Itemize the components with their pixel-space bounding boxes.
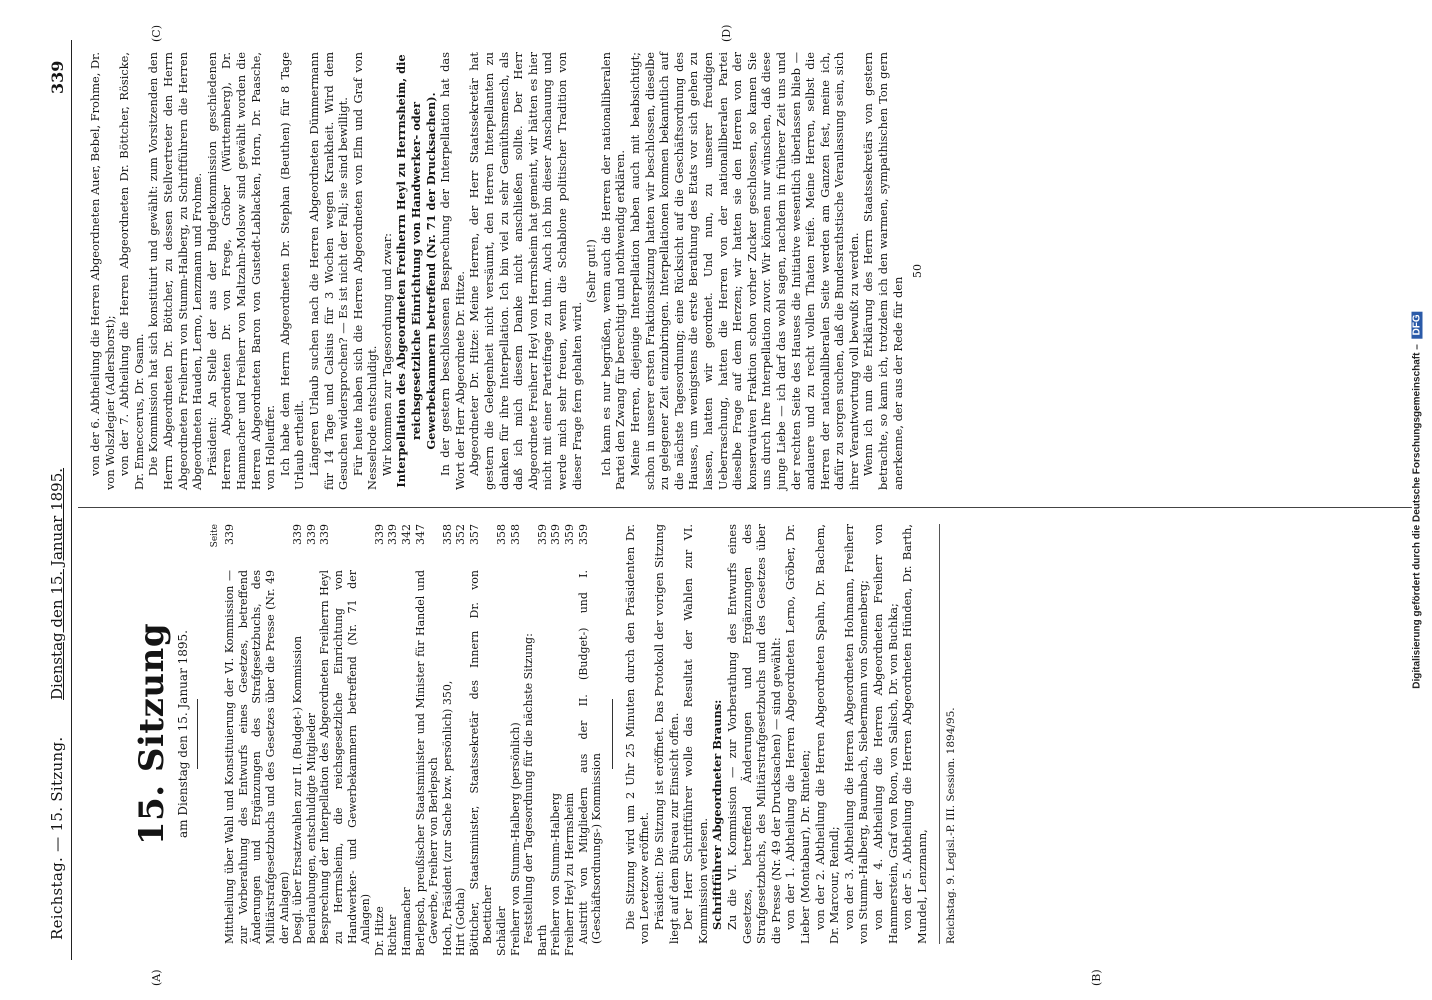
session-date: am Dienstag den 15. Januar 1895. [176,630,190,838]
paragraph: von der 5. Abtheilung die Herren Abgeordneten Hünden, Dr. Barth, Mundel, Lenzmann, [900,524,929,944]
toc-page: 342 [399,524,413,545]
toc-text: Berlepsch, preußischer Staatsminister und Minister für Handel und Gewerbe, Freiherr von Berlepsch [413,570,441,956]
table-of-contents [223,524,604,956]
running-title: Reichstag. — 15. Sitzung. [48,736,66,940]
toc-text: Besprechung der Interpellation des Abgeordneten Freiherrn Heyl zu Herrnsheim, die reichsgesetzliche Einrichtung von Handwerker- und Gewerbekammern betreffend (Nr. 71 der Anlagen) [318,570,373,944]
toc-row [577,524,604,944]
toc-row [386,524,400,944]
toc-text: Freiherr von Stumm-Halberg (persönlich) [508,722,522,956]
toc-text: Mittheilung über Wahl und Konstituierung der VI. Kommission — zur Vorberathung des Entwurfs eines Gesetzes, betreffend Änderungen und Ergänzungen des Strafgesetzbuchs, des Militärstrafgesetzbuchs und des Gesetzes über die Presse (Nr. 49 der Anlagen) [223,570,291,944]
toc-text: Austritt von Mitgliedern aus der II. (Budget-) und I. (Geschäftsordnungs-) Kommission [576,570,604,944]
toc-page: 359 [535,524,549,545]
toc-page: 358 [495,524,509,545]
toc-page: 339 [304,524,318,545]
toc-page: 339 [291,524,305,545]
marker-a: (A) [150,969,163,986]
toc-text: Freiherr Heyl zu Herrnsheim [563,792,577,956]
left-column [88,524,959,956]
toc-row [549,524,563,944]
toc-text: Barth [535,924,549,956]
paragraph: Der Herr Schriftführer wolle das Resultat der Wahlen zur VI. Kommission verlesen. [681,524,710,944]
header-rule [71,40,72,960]
toc-row [223,524,291,944]
paragraph: von der 3. Abtheilung die Herren Abgeordneten Hohmann, Freiherr von Stumm-Halberg, Baumbach, Siebermann von Sonnenberg; [841,524,871,944]
right-column [88,52,926,490]
toc-page: 347 [413,524,427,545]
toc-text: Hammacher [399,887,413,956]
toc-row [305,524,319,944]
paragraph: Präsident: Die Sitzung ist eröffnet. Das Protokoll der vorigen Sitzung liegt auf dem Büreau zur Einsicht offen. [652,524,681,944]
toc-page: 357 [467,524,481,545]
toc-text: Desgl. über Ersatzwahlen zur II. (Budget-) Kommission [291,635,305,944]
paragraph: Wir kommen zur Tagesordnung und zwar: [379,233,394,476]
toc-page: 339 [223,524,237,545]
toc-text: Bötticher, Staatsminister, Staatssekretär des Innern Dr. von Boetticher [467,570,495,956]
toc-text: Freiherr von Stumm-Halberg [549,792,563,956]
paragraph: Die Sitzung wird um 2 Uhr 25 Minuten durch den Präsidenten Dr. von Levetzow eröffnet. [622,524,652,944]
dfg-note-text: Digitalisierung gefördert durch die Deutsche Forschungsgemeinschaft – [1411,344,1423,689]
paragraph-speaker: Schriftführer Abgeordneter Brauns: [710,699,725,930]
toc-text: Feststellung der Tagesordnung für die nächste Sitzung: [522,633,536,944]
session-title: 15. Sitzung [132,622,172,846]
dfg-logo: DFG [1412,311,1423,338]
toc-row [373,524,387,944]
paragraph: Längeren Urlaub suchen nach die Herren Abgeordneten Dümmermann für 14 Tage und Calsius für 3 Wochen wegen Krankheit. Wird dem Gesuchen widersprochen? — Es ist nicht der Fall; sie sind bewilligt. [306,52,351,490]
toc-rule [612,699,613,769]
title-rule [197,699,198,769]
marker-b: (B) [1090,969,1103,986]
toc-row [441,524,455,944]
toc-row [468,524,495,944]
toc-page: 358 [508,524,522,545]
toc-text: Beurlaubungen, entschuldigte Mitglieder [304,712,318,944]
paragraph: Abgeordneter Dr. Hitze: Meine Herren, der Herr Staatssekretär hat gestern die Gelegenheit nicht versäumt, den Herren Interpellanten zu danken für ihre Interpellation. Ich bin viel zu sehr Gemüthsmensch, als daß ich mich diesem Danke nicht anschließen sollte. Der Herr Abgeordnete Freiherr Heyl von Herrnsheim hat gemeint, wir hätten es hier nicht mit einer Parteifrage zu thun. Auch ich bin dieser Anschauung und werde mich sehr freuen, wenn die Schablone politischer Tradition von dieser Frage fern gehalten wird. [467,52,584,490]
paragraph: Präsident: An Stelle der aus der Budgetkommission geschiedenen Herren Abgeordneten Dr. von Frege, Gröber (Württemberg), Dr. Hammacher und Freiherr von Maltzahn-Molsow sind gewählt worden die Herren Abgeordneten Baron von Gustedt-Lablacken, Horn, Dr. Paasche, von Holleuffer. [204,52,278,490]
toc-row [536,524,550,944]
running-date: Dienstag den 15. Januar 1895. [48,467,66,700]
paragraph: von der 4. Abtheilung die Herren Abgeordneten Freiherr von Hammerstein, Graf von Roon, von Salisch, Dr. von Buchka; [870,524,900,944]
toc-row [400,524,414,944]
paragraph: von der 2. Abtheilung die Herren Abgeordneten Spahn, Dr. Bachem, Dr. Marcour, Reindl; [812,524,842,944]
paragraph: Wenn ich nun die Erklärung des Herrn Staatssekretärs von gestern betrachte, so kann ich, trotzdem ich den warmen, sympathischen Ton gern anerkenne, der aus der Rede für den [861,52,905,490]
toc-page: 339 [372,524,386,545]
paragraph: In der gestern beschlossenen Besprechung der Interpellation hat das Wort der Herr Abgeordnete Dr. Hitze. [438,52,467,490]
toc-row [454,524,468,944]
toc-text: Dr. Hitze [372,906,386,956]
marker-c: (C) [150,25,163,42]
paragraph: Die Kommission hat sich konstituirt und gewählt: zum Vorsitzenden den Herrn Abgeordneten Dr. Böttcher, zu dessen Stellvertreter den Herrn Abgeordneten Freiherrn von Stumm-Halberg, zu Schriftführern die Herren Abgeordneten Hauden, Lerno, Lenzmann und Frohme. [146,52,205,490]
toc-row [318,524,372,944]
toc-row [509,524,523,944]
marker-d: (D) [720,24,733,42]
toc-text: Richter [386,914,400,956]
sheet-number: 50 [911,264,925,278]
paragraph: von der 6. Abtheilung die Herren Abgeordneten Auer, Bebel, Frohme, Dr. von Wolszlegier (Adlershorst); [88,52,117,490]
paragraph: Zu die VI. Kommission — zur Vorberathung des Entwurfs eines Gesetzes, betreffend Änderungen und Ergänzungen des Strafgesetzbuchs, des Militärstrafgesetzbuchs und des Gesetzes über die Presse (Nr. 49 der Drucksachen) — sind gewählt: [724,524,783,944]
toc-seite-label: Seite [209,524,220,548]
toc-page: 358 [440,524,454,545]
toc-text: Hoch, Präsident (zur Sache bzw. persönlich) 350, [440,680,454,956]
column-divider [78,507,1412,508]
toc-page: 339 [386,524,400,545]
page-header [0,0,70,1000]
footer-session-note: Reichstag. 9. Legisl.-P. III. Session. 1894/95. [939,524,959,944]
toc-row [414,524,441,944]
toc-page: 359 [576,524,590,545]
paragraph: Ich habe dem Herrn Abgeordneten Dr. Stephan (Beuthen) für 8 Tage Urlaub ertheilt. [277,52,307,490]
page-number: 339 [48,60,67,94]
toc-text: Hirt (Gotha) [454,887,468,956]
toc-row [495,524,509,944]
toc-page: 339 [318,524,332,545]
toc-page: 359 [549,524,563,545]
applause-note: (Sehr gut!) [584,239,599,303]
paragraph: Ich kann es nur begrüßen, wenn auch die Herren der nationalliberalen Partei den Zwang für berechtigt und nothwendig erklären. [598,52,628,490]
toc-row [291,524,305,944]
paragraph: von der 7. Abtheilung die Herren Abgeordneten Dr. Böttcher, Rösicke, Dr. Enneccerus, Dr. Osann. [117,52,146,490]
paragraph: von der 1. Abtheilung die Herren Abgeordneten Lerno, Gröber, Dr. Lieber (Montabaur), Dr. Rintelen; [783,524,812,944]
toc-row [563,524,577,944]
toc-page: 359 [563,524,577,545]
interpellation-heading: Interpellation des Abgeordneten Freiherrn Heyl zu Herrnsheim, die reichsgesetzliche Einrichtung von Handwerker- oder Gewerbekammern betreffend (Nr. 71 der Drucksachen). [394,54,438,488]
toc-page: 352 [454,524,468,545]
toc-row [522,524,536,944]
toc-text: Schädler [495,906,509,956]
toc-page [522,524,536,570]
paragraph: Für heute haben sich die Herren Abgeordneten von Elm und Graf von Nesselrode entschuldigt. [350,52,380,490]
paragraph: Meine Herren, diejenige Interpellation haben auch mit beabsichtigt; schon in unserer ersten Fraktionssitzung hatten wir beschlossen, dieselbe zu gelegener Zeit einzubringen. Interpellationen kommen bekanntlich auf die nächste Tagesordnung; eine Rücksicht auf die Geschäftsordnung des Hauses, um wenigstens die erste Berathung des Etats vor sich gehen zu lassen, hatten wir geordnet. Und nun, zu unserer freudigen Ueberraschung, hatten die Herren von der nationalliberalen Partei dieselbe Frage auf dem Herzen; wir hatten sie den Herren von der konservativen Fraktion schon vorher Zucker geschlossen, so kamen Sie uns durch Ihre Interpellation zuvor. Wir können nur wünschen, daß diese junge Liebe — ich darf das wohl sagen, nachdem in früherer Zeit uns und der rechten Seite des Hauses die Initiative wesentlich überlassen blieb — andauere und zu recht vollen Thaten reife. Meine Herren, selbst die Herren der nationalliberalen Seite werden am Ganzen fest, meine ich, dafür zu sorgen suchen, daß die Bundesrathstische Veranlassung sein, sich ihrer Verantwortung voll bewußt zu werden. [627,52,861,490]
dfg-note [1412,311,1423,688]
